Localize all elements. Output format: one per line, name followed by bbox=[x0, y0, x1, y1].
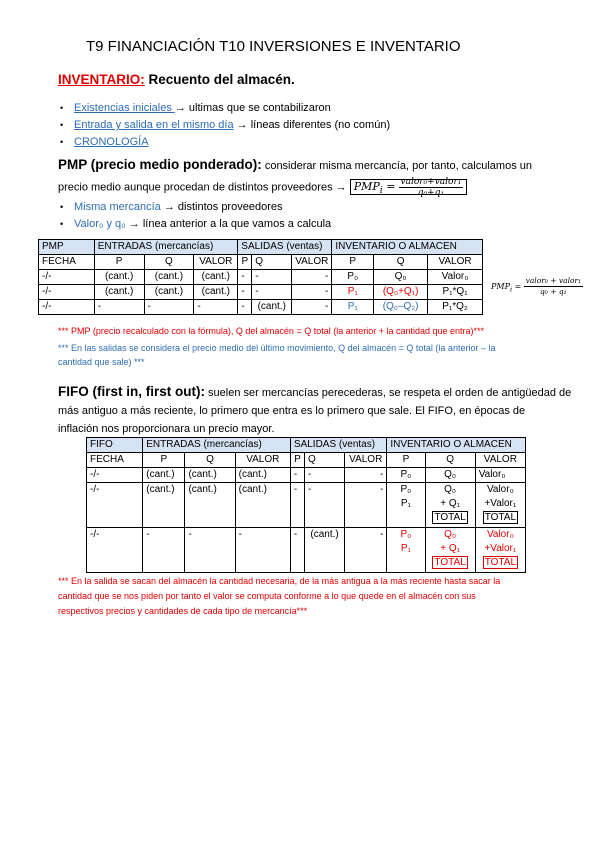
table-header-cell: VALOR bbox=[235, 453, 290, 468]
table-cell: (cant.) bbox=[143, 483, 185, 528]
side-formula-sub: i bbox=[509, 285, 513, 294]
side-formula-fraction bbox=[524, 276, 583, 297]
fifo-paragraph bbox=[58, 383, 571, 438]
table-cell: (cant.) bbox=[143, 468, 185, 483]
cell-line: P₀ bbox=[400, 529, 412, 540]
table-cell: - bbox=[235, 528, 290, 573]
bullet-link[interactable]: CRONOLOGÍA bbox=[74, 136, 149, 148]
fifo-note-1: *** En la salida se sacan del almacén la cantidad necesaria, de la más antigua a la más reciente hasta sacar la bbox=[58, 576, 501, 586]
table-cell: P₁ bbox=[332, 300, 374, 315]
table-cell: P₁*Q₂ bbox=[428, 300, 483, 315]
table-cell: (Q₀–Q₂) bbox=[374, 300, 428, 315]
inventario-text: Recuento del almacén. bbox=[144, 72, 295, 87]
cell-line: P₀ bbox=[400, 484, 412, 495]
table-cell: - bbox=[290, 468, 304, 483]
inventario-label: INVENTARIO: bbox=[58, 72, 145, 87]
table-header-cell: Q bbox=[374, 255, 428, 270]
table-cell: (cant.) bbox=[144, 270, 194, 285]
cell-line: Valor₀ bbox=[486, 484, 514, 495]
table-cell: - bbox=[304, 483, 344, 528]
table-header-cell: INVENTARIO O ALMACEN bbox=[332, 240, 483, 255]
table-header-cell: INVENTARIO O ALMACEN bbox=[387, 438, 526, 453]
table-cell: - bbox=[292, 285, 332, 300]
table-cell: -/- bbox=[39, 270, 95, 285]
table-cell: Valor₀ bbox=[428, 270, 483, 285]
inventario-heading bbox=[58, 72, 295, 87]
table-cell: (cant.) bbox=[144, 285, 194, 300]
list-item bbox=[58, 134, 390, 151]
table-cell: (Q₀+Q₁) bbox=[374, 285, 428, 300]
table-cell: Valor₀ bbox=[475, 468, 525, 483]
table-cell: - bbox=[238, 285, 252, 300]
table-cell: (cant.) bbox=[94, 270, 144, 285]
table-cell: - bbox=[194, 300, 238, 315]
table-header-cell: VALOR bbox=[428, 255, 483, 270]
formula-lhs: PMP bbox=[353, 180, 380, 194]
table-row bbox=[87, 468, 526, 483]
pmp-paragraph bbox=[58, 156, 532, 201]
table-header-cell: SALIDAS (ventas) bbox=[238, 240, 332, 255]
cell-line: +Valor₁ bbox=[484, 543, 517, 554]
bullet-text: → líneas diferentes (no común) bbox=[233, 119, 391, 131]
table-row bbox=[39, 285, 483, 300]
table-cell: - bbox=[94, 300, 144, 315]
table-cell: - bbox=[345, 483, 387, 528]
total-box: TOTAL bbox=[484, 557, 517, 568]
fifo-note-3: respectivos precios y cantidades de cada tipo de mercancía*** bbox=[58, 606, 308, 616]
cell-line: + Q₁ bbox=[440, 498, 460, 509]
table-header-cell: Q bbox=[144, 255, 194, 270]
side-formula-lhs: PMP bbox=[491, 281, 510, 291]
table-cell: (cant.) bbox=[194, 285, 238, 300]
bullet-text: → línea anterior a la que vamos a calcula bbox=[125, 218, 332, 230]
table-header-cell: VALOR bbox=[292, 255, 332, 270]
pmp-formula-box: $PMP_i$ = $\frac{\text{valor₀+valor₁}}{\text{q₀+q₁}}$ bbox=[350, 179, 468, 195]
table-cell-multi bbox=[387, 528, 425, 573]
pmp-formula-fraction bbox=[399, 177, 464, 198]
table-cell: -/- bbox=[87, 483, 143, 528]
table-header-row bbox=[39, 240, 483, 255]
table-cell: - bbox=[252, 285, 292, 300]
cell-line: Valor₀ bbox=[486, 529, 514, 540]
bullet-link[interactable]: Entrada y salida en el mismo día bbox=[74, 119, 234, 131]
table-cell: (cant.) bbox=[235, 468, 290, 483]
pmp-line1: considerar misma mercancía, por tanto, calculamos un bbox=[261, 160, 532, 172]
table-cell: - bbox=[304, 468, 344, 483]
bullet-blue: Misma mercancía bbox=[74, 201, 161, 213]
side-formula: $PMP_i$ = $\frac{\text{valor₀ + valor₁}}{\text{q₀ + q₁}}$ bbox=[491, 276, 582, 296]
list-item bbox=[58, 100, 390, 117]
cell-line: +Valor₁ bbox=[484, 498, 517, 509]
table-cell: (cant.) bbox=[194, 270, 238, 285]
table-header-cell: ENTRADAS (mercancías) bbox=[143, 438, 291, 453]
table-cell: -/- bbox=[39, 285, 95, 300]
formula-sub: i bbox=[379, 185, 383, 197]
document-title: T9 FINANCIACIÓN T10 INVERSIONES E INVENTARIO bbox=[86, 38, 461, 55]
table-cell: - bbox=[252, 270, 292, 285]
fifo-heading: FIFO (first in, first out): bbox=[58, 384, 205, 399]
total-box: TOTAL bbox=[484, 512, 517, 523]
table-row bbox=[87, 528, 526, 573]
table-header-cell: P bbox=[143, 453, 185, 468]
table-header-cell: Q bbox=[304, 453, 344, 468]
table-cell: - bbox=[238, 270, 252, 285]
table-cell: P₁ bbox=[332, 285, 374, 300]
table-cell: (cant.) bbox=[304, 528, 344, 573]
table-cell: - bbox=[143, 528, 185, 573]
table-header-cell: FIFO bbox=[87, 438, 143, 453]
pmp-note-blue-2: cantidad que sale) *** bbox=[58, 357, 145, 367]
list-item bbox=[58, 216, 331, 233]
cell-line: Q₀ bbox=[444, 529, 457, 540]
table-cell: Q₀ bbox=[425, 468, 475, 483]
table-cell: (cant.) bbox=[185, 483, 235, 528]
bullet-link[interactable]: Existencias iniciales bbox=[74, 102, 175, 114]
table-header-cell: PMP bbox=[39, 240, 95, 255]
table-header-row bbox=[87, 438, 526, 453]
table-cell: Q₀ bbox=[374, 270, 428, 285]
table-cell: -/- bbox=[87, 528, 143, 573]
table-header-cell: FECHA bbox=[39, 255, 95, 270]
cell-line: P₁ bbox=[400, 498, 411, 509]
pmp-table bbox=[38, 239, 483, 315]
table-header-cell: SALIDAS (ventas) bbox=[290, 438, 386, 453]
pmp-note-red: *** PMP (precio recalculado con la fórmula), Q del almacén = Q total (la anterior + la cantidad que entra)*** bbox=[58, 326, 485, 336]
table-cell: (cant.) bbox=[235, 483, 290, 528]
fifo-note-2: cantidad que se nos piden por tanto el valor se computa conforme a lo que quede en el almacén con sus bbox=[58, 591, 476, 601]
table-cell: - bbox=[292, 270, 332, 285]
side-formula-numerator: valor₀ + valor₁ bbox=[525, 276, 582, 285]
list-item bbox=[58, 117, 390, 134]
table-header-cell: P bbox=[238, 255, 252, 270]
table-cell: (cant.) bbox=[185, 468, 235, 483]
table-cell-multi bbox=[475, 528, 525, 573]
table-header-cell: Q bbox=[185, 453, 235, 468]
table-header-cell: P bbox=[290, 453, 304, 468]
table-row bbox=[39, 270, 483, 285]
pmp-bullets bbox=[58, 199, 331, 233]
bullet-text: → distintos proveedores bbox=[160, 201, 283, 213]
cell-line: + Q₁ bbox=[440, 543, 460, 554]
table-cell: P₀ bbox=[387, 468, 425, 483]
table-subheader-row bbox=[39, 255, 483, 270]
table-cell: - bbox=[185, 528, 235, 573]
table-header-cell: VALOR bbox=[194, 255, 238, 270]
table-header-cell: FECHA bbox=[87, 453, 143, 468]
table-header-cell: VALOR bbox=[345, 453, 387, 468]
table-header-cell: P bbox=[332, 255, 374, 270]
pmp-heading: PMP (precio medio ponderado): bbox=[58, 157, 262, 172]
inventario-bullets bbox=[58, 100, 390, 151]
table-cell: (cant.) bbox=[252, 300, 292, 315]
table-cell: -/- bbox=[87, 468, 143, 483]
table-cell: - bbox=[290, 483, 304, 528]
table-cell: - bbox=[345, 468, 387, 483]
table-cell: -/- bbox=[39, 300, 95, 315]
fifo-line3: inflación nos proporcionara un precio mayor. bbox=[58, 423, 275, 435]
table-cell-multi bbox=[425, 528, 475, 573]
bullet-blue: Valor₀ y q₀ bbox=[74, 218, 126, 230]
formula-numerator: valor₀+valor₁ bbox=[400, 177, 462, 187]
table-subheader-row bbox=[87, 453, 526, 468]
total-box: TOTAL bbox=[434, 557, 466, 568]
fifo-table bbox=[86, 437, 526, 573]
list-item bbox=[58, 199, 331, 216]
table-row bbox=[39, 300, 483, 315]
total-box: TOTAL bbox=[434, 512, 466, 523]
cell-line: P₁ bbox=[400, 543, 411, 554]
fifo-line2: más antiguo a más reciente, lo primero que entra es lo primero que sale. El FIFO, en épocas de bbox=[58, 405, 526, 417]
table-cell: (cant.) bbox=[94, 285, 144, 300]
table-cell: - bbox=[290, 528, 304, 573]
table-header-cell: Q bbox=[425, 453, 475, 468]
cell-line: Q₀ bbox=[444, 484, 457, 495]
table-header-cell: ENTRADAS (mercancías) bbox=[94, 240, 238, 255]
table-cell: - bbox=[292, 300, 332, 315]
table-cell: P₁*Q₁ bbox=[428, 285, 483, 300]
table-header-cell: P bbox=[94, 255, 144, 270]
pmp-line2: precio medio aunque procedan de distintos proveedores → bbox=[58, 181, 347, 194]
formula-denominator: q₀+q₁ bbox=[417, 188, 445, 198]
table-row bbox=[87, 483, 526, 528]
table-cell: - bbox=[144, 300, 194, 315]
table-cell: - bbox=[238, 300, 252, 315]
pmp-note-blue-1: *** En las salidas se considera el precio medio del último movimiento, Q del almacén = Q total (la anterior – la bbox=[58, 343, 496, 353]
table-cell-multi bbox=[425, 483, 475, 528]
table-cell: P₀ bbox=[332, 270, 374, 285]
table-cell-multi bbox=[387, 483, 425, 528]
table-header-cell: Q bbox=[252, 255, 292, 270]
table-cell-multi bbox=[475, 483, 525, 528]
table-cell: - bbox=[345, 528, 387, 573]
fifo-line1: suelen ser mercancías perecederas, se respeta el orden de antigüedad de bbox=[204, 387, 572, 399]
table-header-cell: P bbox=[387, 453, 425, 468]
table-header-cell: VALOR bbox=[475, 453, 525, 468]
bullet-text: → ultimas que se contabilizaron bbox=[174, 102, 331, 114]
side-formula-denominator: q₀ + q₁ bbox=[540, 287, 567, 296]
